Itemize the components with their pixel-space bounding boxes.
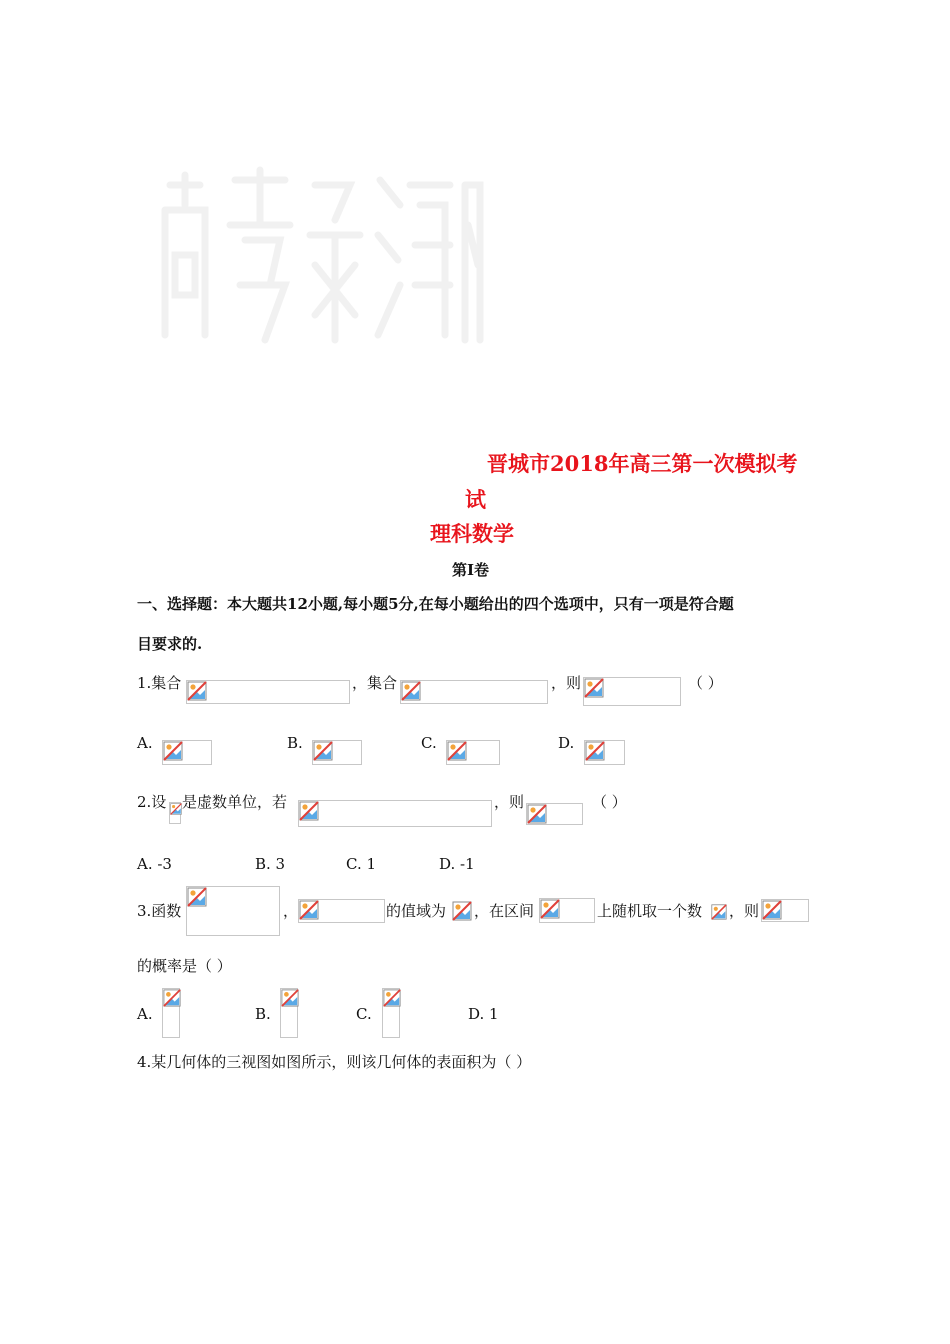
broken-image-icon (163, 741, 183, 761)
q3-option-d: D. 1 (468, 1005, 499, 1023)
q2-text-mid1: 是虚数单位，若 (182, 793, 288, 811)
q2-prefix: 2.设 (137, 793, 167, 811)
broken-image-icon (299, 900, 319, 920)
broken-image-icon (299, 801, 319, 821)
q1-formula-image-2 (400, 680, 548, 704)
broken-image-icon (281, 989, 299, 1007)
q3-option-a-image (162, 988, 180, 1038)
q3-comma: ， (283, 902, 299, 920)
broken-image-icon (540, 899, 560, 919)
exam-title-line1: 晋城市2018年高三第一次模拟考 (487, 451, 798, 476)
q3-formula-image-6 (761, 899, 809, 922)
q1-option-a-image (162, 740, 212, 765)
q3-text-mid3: 上随机取一个数 (597, 902, 703, 920)
q1-option-a-label: A. (137, 734, 153, 752)
broken-image-icon (762, 900, 782, 920)
q3-formula-image-1 (186, 886, 280, 936)
q1-answer-paren: （ ） (688, 674, 723, 692)
q2-answer-paren: （ ） (592, 793, 627, 811)
q1-option-c-image (446, 740, 500, 765)
q3-prefix: 3.函数 (137, 902, 182, 920)
q1-formula-image-3 (583, 677, 681, 706)
q3-line2: 的概率是（ ） (137, 957, 232, 975)
q1-option-b-image (312, 740, 362, 765)
q3-text-mid1: 的值域为 (386, 902, 447, 920)
q1-text-mid1: ，集合 (352, 674, 398, 692)
q2-text-mid2: ，则 (494, 793, 525, 811)
broken-image-icon (711, 904, 727, 920)
broken-image-icon (447, 741, 467, 761)
broken-image-icon (585, 741, 605, 761)
broken-image-icon (383, 989, 401, 1007)
q3-text-mid4: ，则 (729, 902, 760, 920)
q1-prefix: 1.集合 (137, 674, 182, 692)
broken-image-icon (187, 681, 207, 701)
watermark-logo (150, 165, 485, 345)
broken-image-icon (527, 804, 547, 824)
q3-option-c-label: C. (356, 1005, 372, 1023)
broken-image-icon (170, 803, 182, 815)
q2-option-b: B. 3 (255, 855, 286, 873)
q2-option-c: C. 1 (346, 855, 377, 873)
q2-option-a: A. -3 (137, 855, 172, 873)
q2-option-d: D. -1 (439, 855, 475, 873)
q3-option-a-label: A. (137, 1005, 153, 1023)
broken-image-icon (401, 681, 421, 701)
q1-formula-image-1 (186, 680, 350, 704)
broken-image-icon (313, 741, 333, 761)
broken-image-icon (163, 989, 181, 1007)
q1-option-d-image (584, 740, 625, 765)
q3-option-c-image (382, 988, 400, 1038)
broken-image-icon (584, 678, 604, 698)
q2-formula-image-2 (526, 803, 583, 825)
q3-formula-image-3 (452, 901, 472, 921)
q3-formula-image-5 (711, 904, 727, 920)
exam-title-line2: 试 (465, 487, 486, 512)
q4-text: 4.某几何体的三视图如图所示，则该几何体的表面积为（ ） (137, 1053, 532, 1071)
q1-text-mid2: ，则 (551, 674, 582, 692)
q2-formula-image-1 (298, 800, 492, 827)
q3-formula-image-2 (298, 899, 385, 923)
q3-text-mid2: ，在区间 (474, 902, 535, 920)
q2-formula-image-i (169, 802, 181, 824)
q1-option-c-label: C. (421, 734, 437, 752)
broken-image-icon (452, 901, 472, 921)
q3-option-b-label: B. (255, 1005, 271, 1023)
q1-option-b-label: B. (287, 734, 303, 752)
q3-formula-image-4 (539, 898, 595, 923)
q1-option-d-label: D. (558, 734, 575, 752)
section-heading: 一、选择题：本大题共12小题,每小题5分,在每小题给出的四个选项中，只有一项是符合题 (137, 595, 734, 613)
broken-image-icon (187, 887, 207, 907)
exam-subject: 理科数学 (430, 521, 514, 546)
q3-option-b-image (280, 988, 298, 1038)
section-heading-cont: 目要求的. (137, 635, 203, 653)
volume-label: 第Ⅰ卷 (452, 561, 490, 579)
